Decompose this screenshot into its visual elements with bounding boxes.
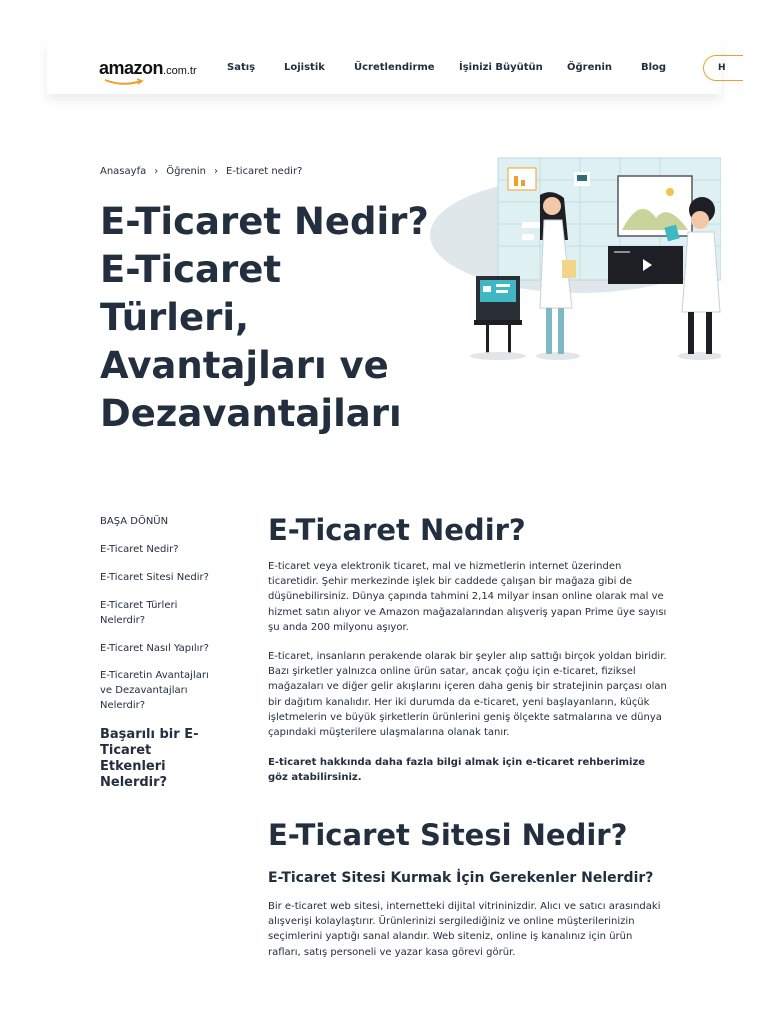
paragraph: E-ticaret, insanların perakende olarak bir şeyler alıp sattığı birçok yoldan biridir. Bazı şirketler yalnızca online ürün satar, ancak çoğu için e-ticaret, fiziksel mağazaları ve diğer gelir akışlarını içeren daha geniş bir stratejinin parçası olan bir dağıtım kanalıdır. Her iki durumda da e-ticaret, yeni başlayanların, küçük işletmelerin ve büyük şirketlerin ürünlerini geniş ölçekte satmalarına ve dünya çapındaki müşterilere ulaşmalarına olanak tanır. xyxy=(268,651,667,739)
nav-ogrenin[interactable]: Öğrenin xyxy=(567,62,613,73)
chevron-right-icon: › xyxy=(213,166,218,177)
breadcrumb-current: E-ticaret nedir? xyxy=(225,166,303,177)
toc-item[interactable]: E-Ticaret Türleri Nelerdir? xyxy=(100,600,178,626)
nav-ucretlendirme[interactable]: Ücretlendirme xyxy=(354,62,435,73)
chevron-right-icon: › xyxy=(154,166,159,177)
toc-item[interactable]: E-Ticaret Sitesi Nedir? xyxy=(100,572,209,583)
section-title-ecommerce: E-Ticaret Nedir? xyxy=(268,513,526,547)
breadcrumb xyxy=(100,166,302,177)
page-title: E-Ticaret Nedir? E-Ticaret Türleri, Avantajları ve Dezavantajları xyxy=(100,200,429,435)
header-cta-button[interactable]: H xyxy=(703,55,743,81)
hero-illustration xyxy=(430,140,721,365)
section-subtitle: E-Ticaret Sitesi Kurmak İçin Gerekenler Nelerdir? xyxy=(268,870,654,886)
paragraph: E-ticaret veya elektronik ticaret, mal ve hizmetlerin internet üzerinden ticaretidir. Şehir merkezinde işlek bir caddede çalışan bir mağaza gibi de düşünebilirsiniz. Dünya çapında tahmini 2,14 milyar insan online olarak mal ve hizmet satın alıyor ve Amazon mağazalarından alışveriş yapan Prime üye sayısı şu anda 200 milyonu aşıyor. xyxy=(268,561,667,633)
nav-lojistik[interactable]: Lojistik xyxy=(284,62,325,73)
amazon-logo[interactable]: amazon.com.tr xyxy=(99,58,197,79)
section-title-ecommerce-site: E-Ticaret Sitesi Nedir? xyxy=(268,818,628,852)
toc-item[interactable]: E-Ticaretin Avantajları ve Dezavantajları Nelerdir? xyxy=(100,670,209,711)
toc-back-to-top[interactable]: BAŞA DÖNÜN xyxy=(100,516,169,527)
toc-item[interactable]: E-Ticaret Nedir? xyxy=(100,544,179,555)
nav-blog[interactable]: Blog xyxy=(641,62,667,73)
smile-arrow-icon xyxy=(103,78,149,86)
nav-satis[interactable]: Satış xyxy=(227,62,256,73)
guide-link[interactable]: E-ticaret hakkında daha fazla bilgi almak için e-ticaret rehberimize göz atabilirsiniz. xyxy=(268,757,646,784)
breadcrumb-home[interactable]: Anasayfa xyxy=(100,166,147,177)
site-header xyxy=(47,40,726,94)
toc-item-active[interactable]: Başarılı bir E-Ticaret Etkenleri Nelerdir? xyxy=(100,727,199,790)
paragraph: Bir e-ticaret web sitesi, internetteki dijital vitrininizdir. Alıcı ve satıcı arasındaki alışverişi kolaylaştırır. Ürünlerinizi sergilediğiniz ve online müşterilerinizin seçimlerini yaptığı sanal alandır. Web siteniz, online iş kanalınız için ürün rafları, satış personeli ve yazar kasa görevi görür. xyxy=(268,901,661,958)
toc-item[interactable]: E-Ticaret Nasıl Yapılır? xyxy=(100,643,209,654)
breadcrumb-learn[interactable]: Öğrenin xyxy=(166,166,206,177)
nav-isinizi-buyutun[interactable]: İşinizi Büyütün xyxy=(459,62,543,73)
